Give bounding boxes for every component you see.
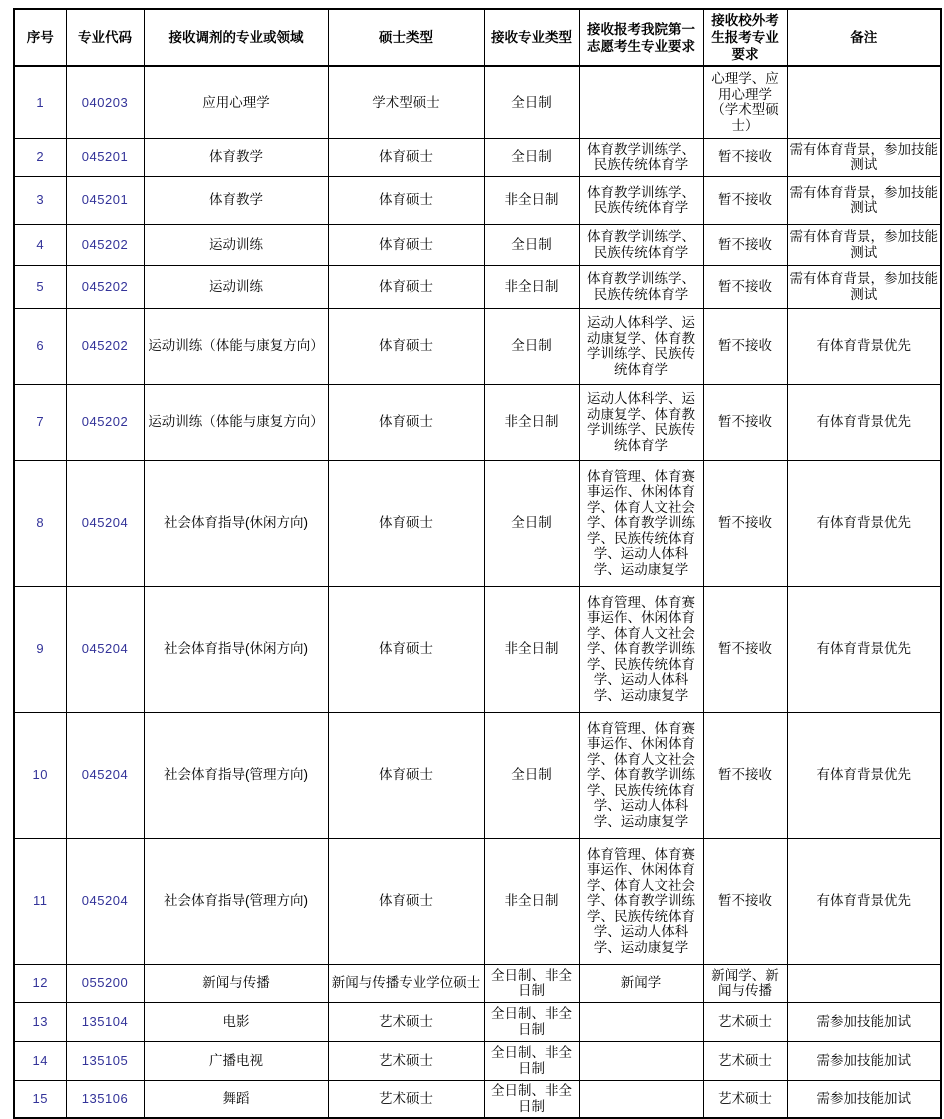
cell-degree-type: 体育硕士 [328, 138, 484, 176]
col-header-first-choice-requirement: 接收报考我院第一志愿考生专业要求 [579, 9, 703, 66]
cell-external-requirement: 艺术硕士 [703, 1002, 787, 1041]
cell-major-code: 135106 [66, 1080, 144, 1118]
cell-remarks: 需参加技能加试 [787, 1041, 941, 1080]
cell-first-choice-requirement [579, 1080, 703, 1118]
cell-first-choice-requirement: 运动人体科学、运动康复学、体育教学训练学、民族传统体育学 [579, 308, 703, 384]
cell-no: 14 [14, 1041, 66, 1080]
cell-transfer-major: 体育教学 [144, 176, 328, 224]
col-header-no: 序号 [14, 9, 66, 66]
cell-no: 9 [14, 586, 66, 712]
cell-transfer-major: 社会体育指导(休闲方向) [144, 460, 328, 586]
cell-no: 15 [14, 1080, 66, 1118]
cell-remarks: 有体育背景优先 [787, 586, 941, 712]
cell-transfer-major: 舞蹈 [144, 1080, 328, 1118]
cell-remarks: 需有体育背景，参加技能测试 [787, 265, 941, 308]
cell-major-code: 045204 [66, 838, 144, 964]
cell-external-requirement: 心理学、应用心理学（学术型硕士） [703, 66, 787, 138]
cell-accept-program-type: 非全日制 [484, 586, 579, 712]
cell-accept-program-type: 全日制、非全日制 [484, 1041, 579, 1080]
cell-transfer-major: 运动训练 [144, 224, 328, 265]
cell-external-requirement: 艺术硕士 [703, 1080, 787, 1118]
cell-transfer-major: 电影 [144, 1002, 328, 1041]
cell-transfer-major: 运动训练 [144, 265, 328, 308]
cell-accept-program-type: 全日制、非全日制 [484, 1080, 579, 1118]
col-header-accept-program-type: 接收专业类型 [484, 9, 579, 66]
table-row [14, 224, 941, 265]
table-row [14, 138, 941, 176]
cell-remarks [787, 964, 941, 1002]
cell-degree-type: 体育硕士 [328, 712, 484, 838]
cell-first-choice-requirement [579, 1041, 703, 1080]
cell-external-requirement: 暂不接收 [703, 138, 787, 176]
col-header-transfer-major: 接收调剂的专业或领域 [144, 9, 328, 66]
cell-major-code: 045204 [66, 712, 144, 838]
cell-major-code: 045204 [66, 460, 144, 586]
cell-first-choice-requirement: 运动人体科学、运动康复学、体育教学训练学、民族传统体育学 [579, 384, 703, 460]
table-row [14, 586, 941, 712]
cell-remarks: 有体育背景优先 [787, 712, 941, 838]
cell-degree-type: 体育硕士 [328, 838, 484, 964]
cell-degree-type: 艺术硕士 [328, 1080, 484, 1118]
cell-transfer-major: 新闻与传播 [144, 964, 328, 1002]
cell-major-code: 045202 [66, 224, 144, 265]
cell-degree-type: 体育硕士 [328, 460, 484, 586]
cell-accept-program-type: 非全日制 [484, 384, 579, 460]
cell-accept-program-type: 全日制 [484, 224, 579, 265]
cell-accept-program-type: 全日制 [484, 460, 579, 586]
cell-remarks: 有体育背景优先 [787, 838, 941, 964]
cell-no: 4 [14, 224, 66, 265]
cell-no: 7 [14, 384, 66, 460]
table-row [14, 712, 941, 838]
cell-remarks: 有体育背景优先 [787, 384, 941, 460]
cell-remarks: 需有体育背景，参加技能测试 [787, 138, 941, 176]
cell-external-requirement: 暂不接收 [703, 712, 787, 838]
cell-external-requirement: 暂不接收 [703, 265, 787, 308]
cell-degree-type: 体育硕士 [328, 265, 484, 308]
table-header [14, 9, 941, 66]
table-row [14, 460, 941, 586]
cell-major-code: 045201 [66, 138, 144, 176]
cell-degree-type: 新闻与传播专业学位硕士 [328, 964, 484, 1002]
cell-external-requirement: 暂不接收 [703, 838, 787, 964]
cell-degree-type: 体育硕士 [328, 308, 484, 384]
header-row [14, 9, 941, 66]
cell-accept-program-type: 全日制、非全日制 [484, 964, 579, 1002]
cell-first-choice-requirement: 体育管理、体育赛事运作、休闲体育学、体育人文社会学、体育教学训练学、民族传统体育学、运动人体科学、运动康复学 [579, 460, 703, 586]
cell-degree-type: 体育硕士 [328, 176, 484, 224]
table-body [14, 66, 941, 1118]
cell-remarks: 需有体育背景，参加技能测试 [787, 176, 941, 224]
cell-degree-type: 体育硕士 [328, 586, 484, 712]
cell-remarks: 需参加技能加试 [787, 1002, 941, 1041]
cell-major-code: 045202 [66, 384, 144, 460]
cell-first-choice-requirement: 新闻学 [579, 964, 703, 1002]
cell-major-code: 045204 [66, 586, 144, 712]
cell-no: 1 [14, 66, 66, 138]
col-header-major-code: 专业代码 [66, 9, 144, 66]
cell-first-choice-requirement: 体育管理、体育赛事运作、休闲体育学、体育人文社会学、体育教学训练学、民族传统体育学、运动人体科学、运动康复学 [579, 838, 703, 964]
cell-transfer-major: 运动训练（体能与康复方向） [144, 384, 328, 460]
cell-no: 8 [14, 460, 66, 586]
cell-no: 2 [14, 138, 66, 176]
cell-no: 6 [14, 308, 66, 384]
cell-degree-type: 体育硕士 [328, 384, 484, 460]
col-header-degree-type: 硕士类型 [328, 9, 484, 66]
cell-accept-program-type: 全日制 [484, 308, 579, 384]
cell-degree-type: 艺术硕士 [328, 1002, 484, 1041]
cell-remarks: 需参加技能加试 [787, 1080, 941, 1118]
table-row [14, 838, 941, 964]
cell-transfer-major: 应用心理学 [144, 66, 328, 138]
cell-no: 13 [14, 1002, 66, 1041]
cell-transfer-major: 广播电视 [144, 1041, 328, 1080]
admission-transfer-table [13, 8, 942, 1119]
cell-external-requirement: 暂不接收 [703, 460, 787, 586]
cell-transfer-major: 社会体育指导(休闲方向) [144, 586, 328, 712]
cell-major-code: 040203 [66, 66, 144, 138]
table-row [14, 66, 941, 138]
cell-major-code: 055200 [66, 964, 144, 1002]
cell-no: 10 [14, 712, 66, 838]
cell-accept-program-type: 非全日制 [484, 176, 579, 224]
cell-remarks: 有体育背景优先 [787, 460, 941, 586]
cell-external-requirement: 暂不接收 [703, 308, 787, 384]
cell-degree-type: 艺术硕士 [328, 1041, 484, 1080]
cell-accept-program-type: 非全日制 [484, 265, 579, 308]
cell-first-choice-requirement [579, 66, 703, 138]
table-row [14, 1002, 941, 1041]
cell-no: 11 [14, 838, 66, 964]
cell-degree-type: 学术型硕士 [328, 66, 484, 138]
cell-degree-type: 体育硕士 [328, 224, 484, 265]
cell-no: 12 [14, 964, 66, 1002]
cell-no: 3 [14, 176, 66, 224]
cell-accept-program-type: 非全日制 [484, 838, 579, 964]
cell-transfer-major: 社会体育指导(管理方向) [144, 838, 328, 964]
cell-major-code: 045201 [66, 176, 144, 224]
cell-external-requirement: 暂不接收 [703, 384, 787, 460]
cell-first-choice-requirement [579, 1002, 703, 1041]
cell-first-choice-requirement: 体育教学训练学、民族传统体育学 [579, 138, 703, 176]
cell-accept-program-type: 全日制 [484, 712, 579, 838]
cell-major-code: 045202 [66, 265, 144, 308]
table-row [14, 384, 941, 460]
table-row [14, 308, 941, 384]
cell-first-choice-requirement: 体育教学训练学、民族传统体育学 [579, 265, 703, 308]
cell-major-code: 045202 [66, 308, 144, 384]
cell-external-requirement: 暂不接收 [703, 586, 787, 712]
cell-transfer-major: 体育教学 [144, 138, 328, 176]
cell-no: 5 [14, 265, 66, 308]
col-header-remarks: 备注 [787, 9, 941, 66]
cell-first-choice-requirement: 体育管理、体育赛事运作、休闲体育学、体育人文社会学、体育教学训练学、民族传统体育学、运动人体科学、运动康复学 [579, 586, 703, 712]
cell-remarks: 有体育背景优先 [787, 308, 941, 384]
cell-transfer-major: 社会体育指导(管理方向) [144, 712, 328, 838]
cell-transfer-major: 运动训练（体能与康复方向） [144, 308, 328, 384]
cell-major-code: 135104 [66, 1002, 144, 1041]
cell-accept-program-type: 全日制 [484, 66, 579, 138]
cell-first-choice-requirement: 体育教学训练学、民族传统体育学 [579, 224, 703, 265]
cell-external-requirement: 新闻学、新闻与传播 [703, 964, 787, 1002]
cell-external-requirement: 艺术硕士 [703, 1041, 787, 1080]
table-row [14, 964, 941, 1002]
table-row [14, 265, 941, 308]
cell-external-requirement: 暂不接收 [703, 176, 787, 224]
cell-remarks: 需有体育背景，参加技能测试 [787, 224, 941, 265]
cell-first-choice-requirement: 体育管理、体育赛事运作、休闲体育学、体育人文社会学、体育教学训练学、民族传统体育学、运动人体科学、运动康复学 [579, 712, 703, 838]
cell-external-requirement: 暂不接收 [703, 224, 787, 265]
cell-accept-program-type: 全日制、非全日制 [484, 1002, 579, 1041]
cell-major-code: 135105 [66, 1041, 144, 1080]
table-row [14, 1041, 941, 1080]
cell-accept-program-type: 全日制 [484, 138, 579, 176]
cell-first-choice-requirement: 体育教学训练学、民族传统体育学 [579, 176, 703, 224]
col-header-external-requirement: 接收校外考生报考专业要求 [703, 9, 787, 66]
cell-remarks [787, 66, 941, 138]
table-row [14, 1080, 941, 1118]
table-row [14, 176, 941, 224]
